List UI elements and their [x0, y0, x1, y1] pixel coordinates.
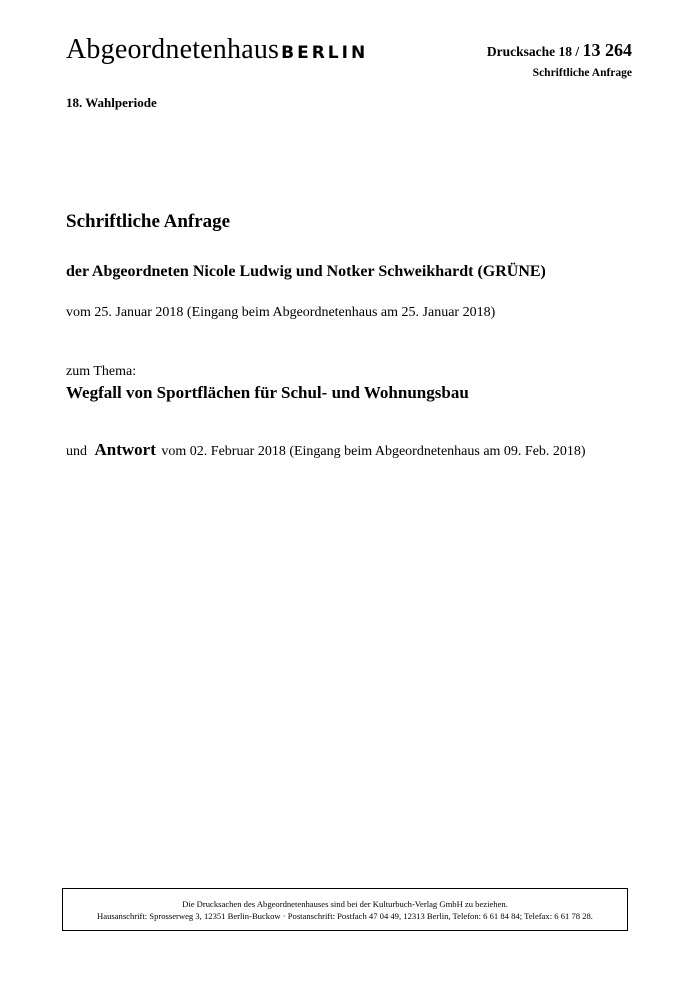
- page-title: Schriftliche Anfrage: [66, 211, 231, 232]
- document-label: Drucksache 18: [486, 44, 572, 59]
- date-line: vom 25. Januar 2018 (Eingang beim Abgeordnetenhaus am 25. Januar 2018): [66, 305, 496, 320]
- footer-line-2: Hausanschrift: Sprosserweg 3, 12351 Berlin-Buckow · Postanschrift: Postfach 47 04 49, 12313 Berlin, Telefon: 6 61 84 84; Telefax: 6 61 78 28.: [97, 911, 593, 921]
- document-separator: /: [571, 44, 583, 59]
- answer-prefix: und: [66, 444, 87, 459]
- document-type: Schriftliche Anfrage: [532, 67, 632, 79]
- answer-date-text: vom 02. Februar 2018 (Eingang beim Abgeordnetenhaus am 09. Feb. 2018): [161, 444, 586, 459]
- footer-line-1: Die Drucksachen des Abgeordnetenhauses sind bei der Kulturbuch-Verlag GmbH zu beziehen.: [182, 899, 508, 909]
- topic-label: zum Thema:: [66, 364, 137, 379]
- authors-line: der Abgeordneten Nicole Ludwig und Notker Schweikhardt (GRÜNE): [66, 263, 546, 280]
- logo-city-text: BERLIN: [281, 43, 369, 63]
- logo-main-text: Abgeordnetenhaus: [66, 34, 280, 65]
- document-number: [487, 41, 632, 60]
- document-number-value: 13 264: [582, 40, 632, 60]
- footer-box: [62, 888, 628, 931]
- logo: [66, 36, 368, 64]
- topic-title: Wegfall von Sportflächen für Schul- und Wohnungsbau: [66, 383, 469, 402]
- answer-line: [66, 440, 586, 460]
- answer-word: Antwort: [94, 440, 156, 459]
- legislative-period: 18. Wahlperiode: [66, 95, 157, 110]
